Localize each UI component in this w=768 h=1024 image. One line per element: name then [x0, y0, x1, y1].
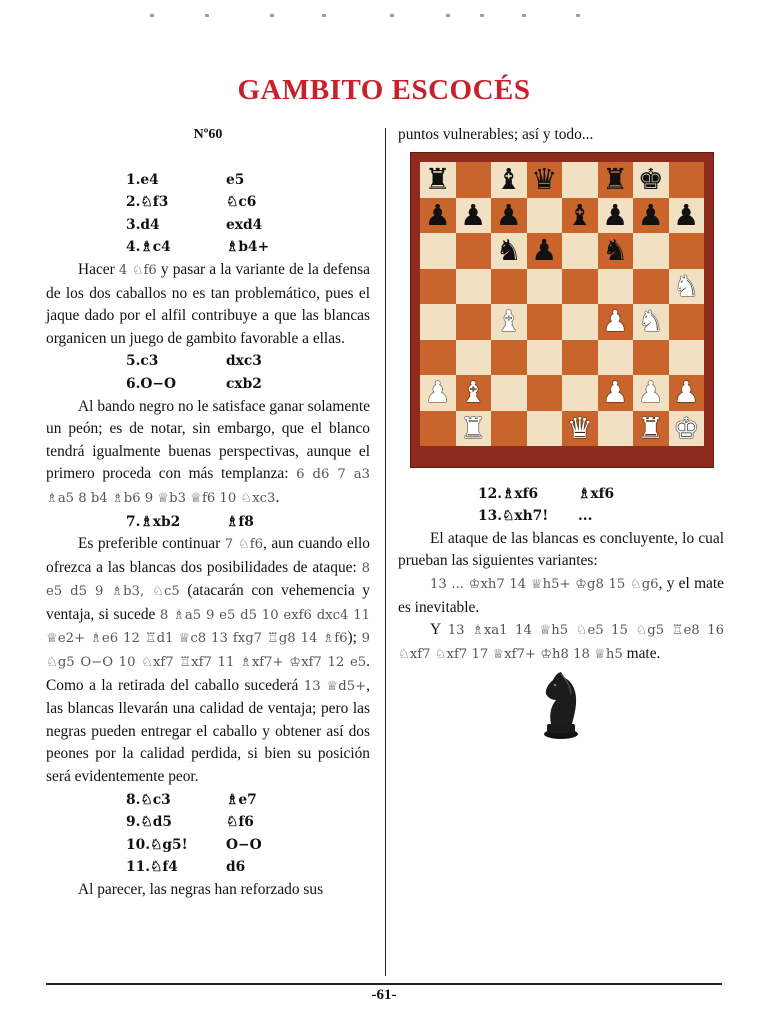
white-pawn-icon: ♟	[673, 375, 700, 410]
board-square	[456, 162, 492, 198]
white-move: 1.e4	[126, 171, 159, 188]
game-number: Nº60	[193, 127, 223, 142]
white-king-icon: ♚	[673, 410, 700, 445]
move-row	[46, 834, 370, 857]
move-row	[398, 505, 724, 528]
black-move: ♘c6	[226, 194, 257, 211]
move-row	[46, 214, 370, 237]
board-square	[456, 233, 492, 269]
black-pawn-icon: ♟	[673, 197, 700, 232]
white-pawn-icon: ♟	[602, 304, 629, 339]
white-move: 2.♘f3	[126, 194, 169, 211]
board-square	[633, 304, 669, 340]
left-column	[46, 124, 370, 902]
board-square	[420, 198, 456, 234]
board-square	[633, 198, 669, 234]
black-rook-icon: ♜	[424, 162, 451, 197]
black-move: ♗xf6	[578, 485, 615, 502]
board-square	[420, 411, 456, 447]
white-rook-icon: ♜	[637, 410, 664, 445]
black-rook-icon: ♜	[602, 162, 629, 197]
board-square	[633, 233, 669, 269]
board-square	[562, 233, 598, 269]
board-square	[491, 233, 527, 269]
board-square	[562, 162, 598, 198]
board-square	[491, 304, 527, 340]
white-pawn-icon: ♟	[602, 375, 629, 410]
white-move: 10.♘g5!	[126, 836, 188, 853]
moves-block-1	[46, 169, 370, 259]
board-square	[633, 375, 669, 411]
board-square	[669, 411, 705, 447]
white-rook-icon: ♜	[460, 410, 487, 445]
board-square	[669, 375, 705, 411]
board-square	[598, 233, 634, 269]
paragraph: puntos vulnerables; así y todo...	[398, 126, 594, 143]
move-row	[46, 789, 370, 812]
board-square	[420, 304, 456, 340]
board-square	[456, 411, 492, 447]
board-square	[527, 162, 563, 198]
black-pawn-icon: ♟	[637, 197, 664, 232]
white-move: 5.c3	[126, 353, 159, 370]
page-number: -61-	[371, 987, 397, 1003]
board-square	[527, 269, 563, 305]
white-pawn-icon: ♟	[424, 375, 451, 410]
board-square	[527, 198, 563, 234]
black-knight-icon: ♞	[495, 233, 522, 268]
black-move: d6	[226, 859, 246, 876]
moves-block-5	[398, 483, 724, 528]
move-row	[46, 856, 370, 879]
board-square	[562, 375, 598, 411]
black-pawn-icon: ♟	[460, 197, 487, 232]
board-square	[598, 375, 634, 411]
white-knight-icon: ♞	[673, 268, 700, 303]
board-square	[527, 340, 563, 376]
black-knight-icon	[543, 670, 579, 740]
board-square	[598, 162, 634, 198]
move-row	[46, 811, 370, 834]
move-row	[46, 373, 370, 396]
board-square	[598, 269, 634, 305]
black-pawn-icon: ♟	[424, 197, 451, 232]
board-square	[669, 340, 705, 376]
board-square	[562, 340, 598, 376]
white-bishop-icon: ♝	[460, 375, 487, 410]
column-divider	[385, 128, 386, 976]
board-square	[420, 269, 456, 305]
white-move: 7.♗xb2	[126, 513, 181, 530]
board-square	[491, 340, 527, 376]
board-square	[669, 304, 705, 340]
board-square	[669, 269, 705, 305]
black-pawn-icon: ♟	[531, 233, 558, 268]
board-square	[633, 162, 669, 198]
black-bishop-icon: ♝	[495, 162, 522, 197]
black-king-icon: ♚	[637, 162, 664, 197]
board-square	[598, 198, 634, 234]
chess-board	[420, 162, 704, 446]
moves-block-3	[46, 511, 370, 534]
board-square	[527, 304, 563, 340]
board-square	[456, 340, 492, 376]
board-square	[527, 411, 563, 447]
paragraph: Hacer 4 ♘f6 y pasar a la variante de la defensa de los dos caballos no es tan problemático, pues el jaque dado por el alfil contribuye a que las blancas organicen un juego de gambito favorable a ellas.	[46, 260, 370, 347]
board-square	[420, 233, 456, 269]
white-move: 12.♗xf6	[478, 485, 539, 502]
white-move: 8.♘c3	[126, 791, 171, 808]
footer-rule	[46, 983, 722, 985]
black-move: ♘f6	[226, 814, 254, 831]
paragraph: Al parecer, las negras han reforzado sus	[78, 881, 324, 898]
black-pawn-icon: ♟	[495, 197, 522, 232]
black-move: exd4	[226, 216, 263, 233]
white-knight-icon: ♞	[637, 304, 664, 339]
board-square	[633, 340, 669, 376]
black-move: e5	[226, 171, 245, 188]
black-pawn-icon: ♟	[602, 197, 629, 232]
move-row	[46, 236, 370, 259]
board-square	[598, 411, 634, 447]
board-square	[491, 162, 527, 198]
black-knight-icon: ♞	[602, 233, 629, 268]
move-row	[46, 169, 370, 192]
board-square	[456, 269, 492, 305]
board-square	[420, 375, 456, 411]
black-move: O−O	[226, 836, 262, 853]
white-move: 11.♘f4	[126, 859, 178, 876]
white-move: 9.♘d5	[126, 814, 173, 831]
paragraph: Al bando negro no le satisface ganar solamente un peón; es de notar, sin embargo, que el blanco tendrá igualmente buenas perspectivas, aunque el primero proceda con más templanza: 6 d6 7 a3 ♗a5 8 b4 ♗b6 9 ♕b3 ♕f6 10 ♘xc3.	[46, 397, 370, 506]
white-move: 13.♘xh7!	[478, 508, 549, 525]
black-move: ♗b4+	[226, 239, 270, 256]
black-move: ♗f8	[226, 513, 254, 530]
black-queen-icon: ♛	[531, 162, 558, 197]
header-running-marks	[150, 14, 580, 20]
white-move: 4.♗c4	[126, 239, 171, 256]
board-square	[562, 269, 598, 305]
board-square	[456, 304, 492, 340]
white-move: 3.d4	[126, 216, 160, 233]
board-square	[527, 233, 563, 269]
move-row	[46, 350, 370, 373]
black-move: ♗e7	[226, 791, 257, 808]
paragraph: Es preferible continuar 7 ♘f6, aun cuando ello ofrezca a las blancas dos posibilidades de ataque: 8 e5 d5 9 ♗b3, ♘c5 (atacarán con vehemencia y ventaja, si sucede 8 ♗a5 9 e5 d5 10 exf6 dxc4 11 ♕e2+ ♗e6 12 ♖d1 ♕c8 13 fxg7 ♖g8 14 ♗f6); 9 ♘g5 O−O 10 ♘xf7 ♖xf7 11 ♗xf7+ ♔xf7 12 e5. Como a la retirada del caballo sucederá 13 ♕d5+, las blancas llevarán una calidad de ventaja; pero las negras pueden entregar el caballo y obtener así dos peones por la calidad perdida, si bien su posición será evidentemente peor.	[46, 535, 370, 786]
moves-block-4	[46, 789, 370, 879]
paragraph: El ataque de las blancas es concluyente, lo cual prueban las siguientes variantes:	[398, 529, 724, 570]
white-queen-icon: ♛	[566, 410, 593, 445]
board-square	[456, 375, 492, 411]
board-square	[562, 198, 598, 234]
board-square	[598, 340, 634, 376]
move-row	[46, 511, 370, 534]
board-square	[456, 198, 492, 234]
white-bishop-icon: ♝	[495, 304, 522, 339]
paragraph: 13 ... ♔xh7 14 ♕h5+ ♔g8 15 ♘g6, y el mate es inevitable.	[398, 574, 724, 616]
black-move: ...	[578, 508, 593, 525]
black-move: dxc3	[226, 353, 262, 370]
move-row	[398, 483, 724, 506]
board-square	[562, 304, 598, 340]
chess-diagram	[410, 152, 714, 468]
board-square	[598, 304, 634, 340]
white-pawn-icon: ♟	[637, 375, 664, 410]
board-square	[633, 411, 669, 447]
board-square	[491, 198, 527, 234]
board-square	[491, 269, 527, 305]
board-square	[669, 162, 705, 198]
black-bishop-icon: ♝	[566, 197, 593, 232]
board-square	[562, 411, 598, 447]
board-square	[491, 411, 527, 447]
board-square	[491, 375, 527, 411]
board-square	[669, 198, 705, 234]
paragraph: Y 13 ♗xa1 14 ♕h5 ♘e5 15 ♘g5 ♖e8 16 ♘xf7 ♘xf7 17 ♕xf7+ ♔h8 18 ♕h5 mate.	[398, 621, 724, 662]
white-move: 6.O−O	[126, 375, 177, 392]
board-square	[527, 375, 563, 411]
board-square	[669, 233, 705, 269]
board-square	[420, 162, 456, 198]
board-square	[420, 340, 456, 376]
moves-block-2	[46, 350, 370, 395]
move-row	[46, 191, 370, 214]
page-title: GAMBITO ESCOCÉS	[237, 74, 531, 106]
board-square	[633, 269, 669, 305]
black-move: cxb2	[226, 375, 262, 392]
